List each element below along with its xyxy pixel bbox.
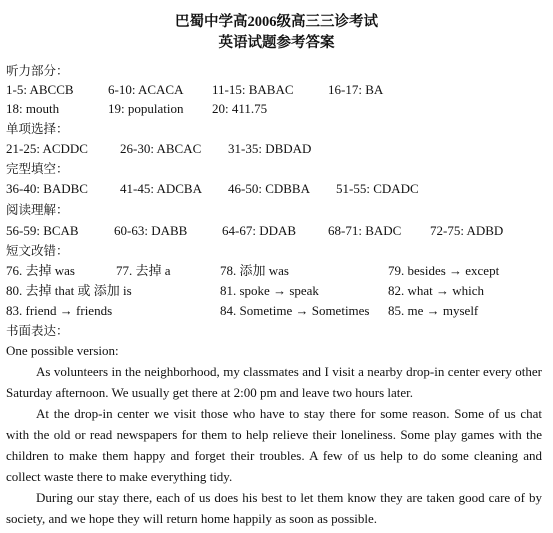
reading-heading: 阅读理解： <box>6 202 69 217</box>
answer-group: 11-15: BABAC <box>212 82 294 97</box>
model-essay <box>6 361 542 529</box>
answer-group: 18: mouth <box>6 101 60 116</box>
listening-heading: 听力部分： <box>6 63 69 78</box>
essay-paragraph: During our stay there, each of us does his best to let them know they are taken good care of by society, and we hope they will return home happily as soon as possible. <box>6 490 542 526</box>
answer-group: 56-59: BCAB <box>6 223 79 238</box>
correction-item: 77. 去掉 a <box>116 263 171 278</box>
answer-group: 16-17: BA <box>328 82 384 97</box>
correction-item: 80. 去掉 that 或 添加 is <box>6 283 132 298</box>
page-subtitle: 英语试题参考答案 <box>218 35 335 51</box>
answer-group: 68-71: BADC <box>328 223 402 238</box>
correction-item: 83. friend → friends <box>6 303 113 318</box>
answer-group: 36-40: BADBC <box>6 181 88 196</box>
correction-item: 78. 添加 was <box>220 263 289 278</box>
correction-item: 76. 去掉 was <box>6 263 75 278</box>
cloze-heading: 完型填空： <box>6 161 69 176</box>
correction-heading: 短文改错： <box>6 243 69 258</box>
correction-item: 82. what → which <box>388 283 485 298</box>
answer-group: 21-25: ACDDC <box>6 141 88 156</box>
answer-group: 26-30: ABCAC <box>120 141 202 156</box>
essay-paragraph: At the drop-in center we visit those who have to stay there for some reason. Some of us chat with the old or read newspapers for them to help relieve their loneliness. Some play games with the children to make them happy and forget their troubles. A few of us help to do some cleaning and collect waste there to make everything tidy. <box>6 406 542 484</box>
answer-group: 20: 411.75 <box>212 101 268 116</box>
correction-item: 81. spoke → speak <box>220 283 319 298</box>
answer-group: 19: population <box>108 101 184 116</box>
version-label: One possible version: <box>6 343 119 358</box>
writing-heading: 书面表达： <box>6 323 69 338</box>
answer-group: 41-45: ADCBA <box>120 181 202 196</box>
answer-group: 46-50: CDBBA <box>228 181 310 196</box>
single-choice-heading: 单项选择： <box>6 121 69 136</box>
answer-group: 6-10: ACACA <box>108 82 184 97</box>
correction-item: 84. Sometime → Sometimes <box>220 303 370 318</box>
answer-group: 64-67: DDAB <box>222 223 297 238</box>
answer-group: 60-63: DABB <box>114 223 188 238</box>
answer-group: 31-35: DBDAD <box>228 141 312 156</box>
answer-group: 51-55: CDADC <box>336 181 419 196</box>
answer-group: 1-5: ABCCB <box>6 82 74 97</box>
essay-paragraph: As volunteers in the neighborhood, my classmates and I visit a nearby drop-in center every other Saturday afternoon. We usually get there at 2:00 pm and leave two hours later. <box>6 364 542 400</box>
answer-group: 72-75: ADBD <box>430 223 504 238</box>
correction-item: 79. besides → except <box>388 263 500 278</box>
page-title: 巴蜀中学高2006级高三三诊考试 <box>175 14 378 30</box>
correction-item: 85. me → myself <box>388 303 479 318</box>
